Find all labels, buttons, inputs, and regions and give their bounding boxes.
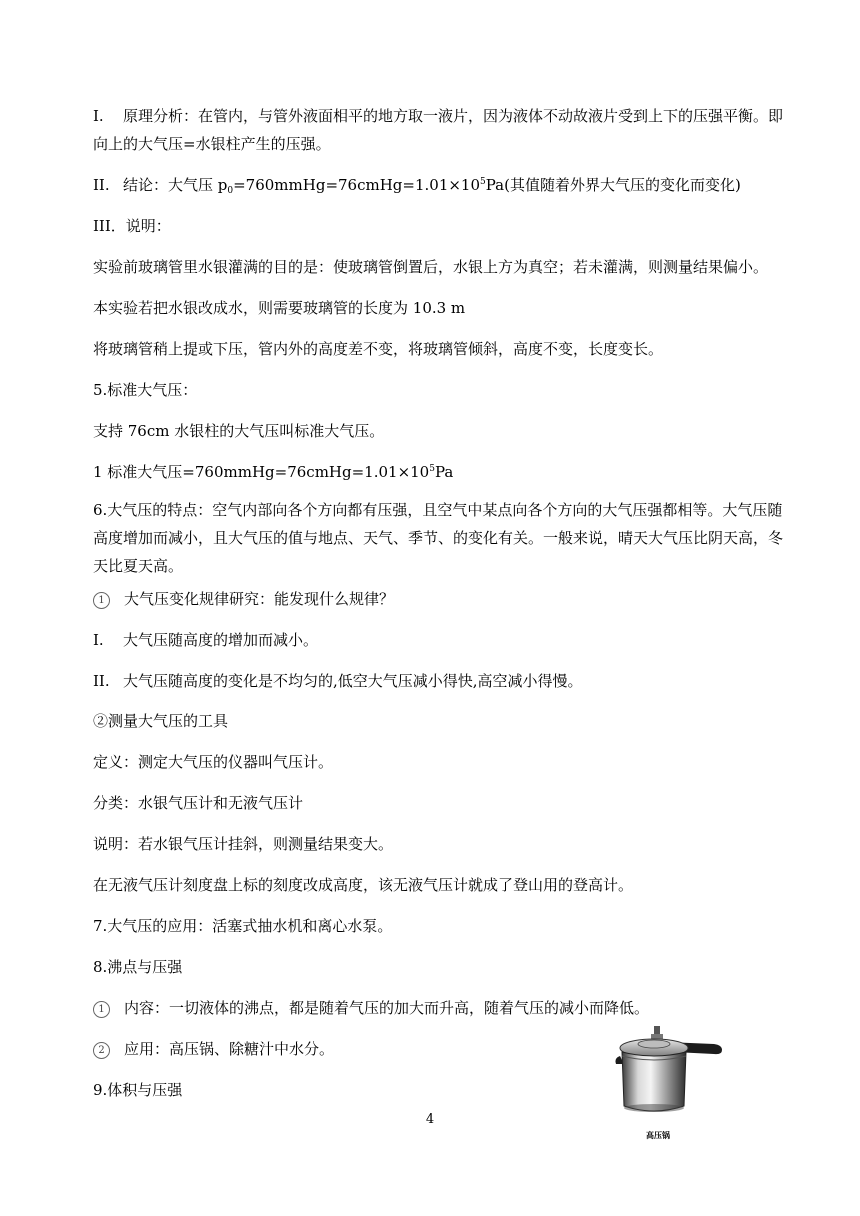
pressure-cooker-icon — [614, 1024, 726, 1118]
section-8-item-2: 2 应用：高压锅、除糖汁中水分。 — [93, 1036, 783, 1062]
section-9-title: 9.体积与压强 — [93, 1081, 183, 1099]
section-5-value: 1 标准大气压$=760mmHg=76cmHg=1.01\times 10^5Pa$ — [93, 463, 454, 481]
note-line-1: 实验前玻璃管里水银灌满的目的是：使玻璃管倒置后，水银上方为真空；若未灌满，则测量结果偏小。 — [93, 258, 769, 276]
roman-marker: II. — [93, 672, 110, 690]
roman-marker: I. — [93, 631, 104, 649]
principle-paragraph: I. 原理分析：在管内，与管外液面相平的地方取一液片，因为液体不动故液片受到上下的压强平衡。即向上的大气压=水银柱产生的压强。 — [93, 102, 783, 158]
section-6-item-1: 1 大气压变化规律研究：能发现什么规律？ — [93, 586, 783, 612]
circled-number: 1 — [93, 1001, 110, 1018]
circled-number: 1 — [93, 592, 110, 609]
note-heading: III．说明： — [93, 217, 171, 235]
page-number: 4 — [425, 1112, 435, 1127]
section-8-item-1: 1 内容：一切液体的沸点，都是随着气压的加大而升高，随着气压的减小而降低。 — [93, 995, 783, 1021]
section-6-item-1-i: I. 大气压随高度的增加而减小。 — [93, 627, 783, 653]
circled-number: 2 — [93, 1042, 110, 1059]
section-6-item-2-note: 说明：若水银气压计挂斜，则测量结果变大。 — [93, 835, 394, 853]
section-6-paragraph: 6.大气压的特点：空气内部向各个方向都有压强，且空气中某点向各个方向的大气压强都相等。大气压随高度增加而减小，且大气压的值与地点、天气、季节、的变化有关。一般来说，晴天大气压比阴天高，冬天比夏天高。 — [93, 501, 784, 575]
conclusion-paragraph: II. 结论：大气压 $p_0=760mmHg=76cmHg=1.01\times 10^5Pa$(其值随着外界大气压的变化而变化) — [93, 172, 783, 198]
note-line-3: 将玻璃管稍上提或下压，管内外的高度差不变，将玻璃管倾斜，高度不变，长度变长。 — [93, 340, 664, 358]
section-6-item-1-ii: II. 大气压随高度的变化是不均匀的,低空大气压减小得快,高空减小得慢。 — [93, 668, 783, 694]
section-5-title: 5.标准大气压： — [93, 381, 198, 399]
section-6-item-2-definition: 定义：测定大气压的仪器叫气压计。 — [93, 753, 334, 771]
figure-caption: 高压锅 — [646, 1131, 670, 1140]
section-6-item-2-classification: 分类：水银气压计和无液气压计 — [93, 794, 304, 812]
roman-marker: II. — [93, 176, 110, 194]
section-8-title: 8.沸点与压强 — [93, 958, 183, 976]
roman-marker: I. — [93, 107, 104, 125]
note-line-2: 本实验若把水银改成水，则需要玻璃管的长度为 10.3 m — [93, 299, 466, 317]
section-6-item-2: ②测量大气压的工具 — [93, 712, 229, 730]
roman-marker: III． — [93, 217, 126, 235]
section-5-definition: 支持 76cm 水银柱的大气压叫标准大气压。 — [93, 422, 385, 440]
section-6-item-2-altimeter: 在无液气压计刻度盘上标的刻度改成高度，该无液气压计就成了登山用的登高计。 — [93, 876, 634, 894]
section-7: 7.大气压的应用：活塞式抽水机和离心水泵。 — [93, 917, 393, 935]
